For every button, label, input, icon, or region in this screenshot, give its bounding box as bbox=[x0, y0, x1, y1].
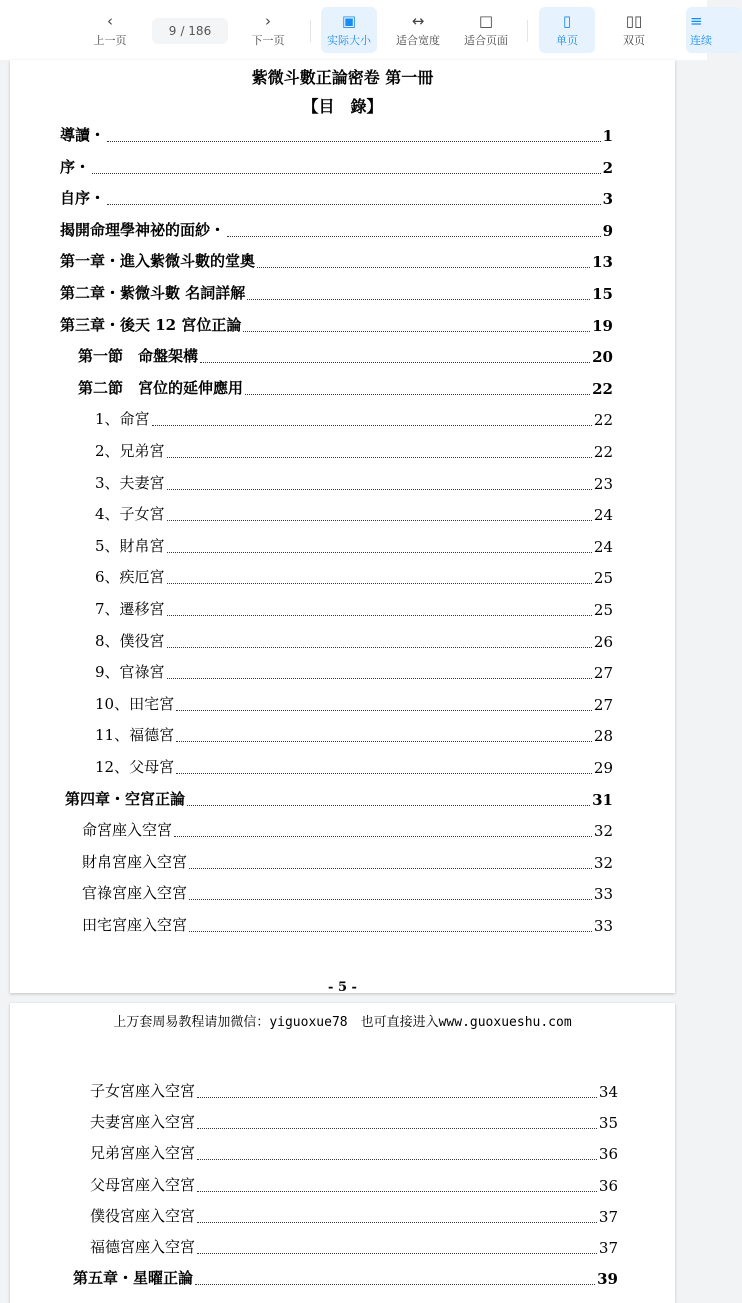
toc-entry[interactable] bbox=[95, 471, 613, 493]
dot-leader bbox=[257, 267, 590, 268]
toc-entry[interactable] bbox=[82, 850, 613, 872]
actual-size-button[interactable] bbox=[321, 7, 377, 53]
toc-entry-title: 財帛宮座入空宮 bbox=[82, 852, 188, 871]
toc-entry-page: 36 bbox=[598, 1145, 618, 1164]
toc-entry[interactable] bbox=[90, 1235, 618, 1257]
double-page-icon: ▯▯ bbox=[625, 12, 643, 30]
dot-leader bbox=[243, 331, 590, 332]
toc-entry-page: 23 bbox=[593, 474, 613, 493]
dot-leader bbox=[152, 425, 592, 426]
toc-entry-title: 12、父母宮 bbox=[95, 758, 175, 776]
toc-entry[interactable] bbox=[95, 502, 613, 524]
double-page-button[interactable] bbox=[606, 7, 662, 53]
toc-entry-title: 夫妻宮座入空宮 bbox=[90, 1113, 196, 1132]
toc-entry[interactable] bbox=[78, 344, 613, 366]
dot-leader bbox=[197, 1097, 597, 1098]
toc-entry-page: 20 bbox=[592, 348, 613, 367]
toc-entry[interactable] bbox=[95, 723, 613, 745]
toc-entry-page: 13 bbox=[592, 253, 613, 272]
toc-entry-title: 揭開命理學神祕的面紗・ bbox=[60, 220, 226, 239]
divider bbox=[527, 20, 528, 42]
toc-entry-title: 7、遷移宮 bbox=[95, 600, 165, 618]
toc-entry[interactable] bbox=[90, 1079, 618, 1101]
toc-entry[interactable] bbox=[78, 376, 613, 398]
toc-entry-page: 33 bbox=[593, 885, 613, 904]
toc-entry-title: 僕役宮座入空宮 bbox=[90, 1206, 196, 1225]
toc-entry-page: 39 bbox=[597, 1270, 618, 1289]
toc-entry-title: 9、官祿宮 bbox=[95, 663, 165, 682]
toc-entry-page: 33 bbox=[593, 917, 613, 935]
toc-entry[interactable] bbox=[73, 1266, 618, 1288]
toc-entry-page: 36 bbox=[598, 1176, 618, 1195]
continuous-icon: ≡ bbox=[690, 12, 703, 30]
toc-entry-page: 19 bbox=[592, 316, 613, 335]
dot-leader bbox=[107, 204, 601, 205]
fit-width-button[interactable] bbox=[388, 7, 448, 53]
toc-entry-title: 福德宮座入空宮 bbox=[90, 1238, 196, 1256]
book-title: 紫微斗數正論密卷 第一冊 bbox=[251, 68, 434, 87]
toc-entry-title: 兄弟宮座入空宮 bbox=[90, 1144, 196, 1163]
dot-leader bbox=[176, 773, 592, 774]
prev-page-button[interactable] bbox=[84, 7, 136, 53]
toc-entry[interactable] bbox=[82, 881, 613, 903]
single-label: 单页 bbox=[556, 34, 578, 47]
dot-leader bbox=[167, 583, 592, 584]
toc-entry-title: 自序・ bbox=[60, 189, 106, 208]
total-pages: / 186 bbox=[180, 24, 212, 38]
dot-leader bbox=[197, 1128, 597, 1129]
toc-entry[interactable] bbox=[90, 1204, 618, 1226]
pdf-page-5 bbox=[10, 60, 675, 993]
toc-entry-page: 1 bbox=[602, 127, 613, 145]
toc-entry-title: 6、疾厄宮 bbox=[95, 568, 165, 587]
dot-leader bbox=[197, 1159, 597, 1160]
toc-entry[interactable] bbox=[60, 249, 613, 271]
dot-leader bbox=[167, 457, 592, 458]
toc-heading: 【目 錄】 bbox=[302, 97, 383, 116]
page-number: - 5 - bbox=[328, 980, 357, 995]
dot-leader bbox=[200, 362, 590, 363]
dot-leader bbox=[176, 741, 592, 742]
dot-leader bbox=[167, 678, 592, 679]
toc-entry-page: 29 bbox=[593, 759, 613, 777]
toc-entry[interactable] bbox=[95, 534, 613, 556]
toc-entry-title: 第一節 命盤架構 bbox=[78, 347, 199, 366]
toc-entry[interactable] bbox=[90, 1173, 618, 1195]
dot-leader bbox=[92, 173, 601, 174]
fit-page-icon: □ bbox=[478, 12, 494, 30]
toc-entry[interactable] bbox=[95, 692, 613, 714]
toc-entry[interactable] bbox=[95, 407, 613, 429]
toc-entry-page: 3 bbox=[602, 190, 613, 209]
dot-leader bbox=[189, 931, 592, 932]
toc-entry-title: 導讀・ bbox=[60, 126, 106, 144]
toc-entry-page: 15 bbox=[592, 285, 613, 303]
toc-entry[interactable] bbox=[95, 565, 613, 587]
toc-entry-title: 5、財帛宮 bbox=[95, 536, 165, 555]
toc-entry-page: 24 bbox=[593, 506, 613, 525]
dot-leader bbox=[227, 236, 601, 237]
toc-entry[interactable] bbox=[82, 818, 613, 840]
dot-leader bbox=[197, 1253, 597, 1254]
toc-entry-title: 3、夫妻宮 bbox=[95, 473, 165, 492]
toc-entry-page: 34 bbox=[598, 1083, 618, 1101]
toc-entry-title: 1、命宮 bbox=[95, 410, 150, 429]
watermark-text: 上万套周易教程请加微信：yiguoxue78 也可直接进入www.guoxueshu.com bbox=[113, 1015, 572, 1030]
toc-entry-page: 22 bbox=[593, 443, 613, 461]
toc-entry[interactable] bbox=[95, 660, 613, 682]
toc-entry[interactable] bbox=[60, 281, 613, 303]
dot-leader bbox=[189, 868, 592, 869]
toc-entry[interactable] bbox=[60, 155, 613, 177]
toc-entry[interactable] bbox=[82, 913, 613, 935]
toc-entry[interactable] bbox=[90, 1141, 618, 1163]
prev-label: 上一页 bbox=[93, 34, 127, 47]
toc-entry-title: 8、僕役宮 bbox=[95, 631, 165, 650]
toc-entry-title: 第四章・空宮正論 bbox=[65, 789, 186, 808]
continuous-label: 连续 bbox=[690, 34, 712, 47]
fit-page-label: 适合页面 bbox=[464, 34, 508, 47]
dot-leader bbox=[189, 899, 592, 900]
pdf-page-6 bbox=[10, 1003, 675, 1303]
single-page-icon: ▯ bbox=[562, 12, 572, 30]
dot-leader bbox=[167, 647, 592, 648]
toc-entry[interactable] bbox=[95, 755, 613, 777]
dot-leader bbox=[167, 615, 592, 616]
current-page[interactable]: 9 bbox=[168, 24, 177, 38]
dot-leader bbox=[197, 1222, 597, 1223]
toc-entry-page: 26 bbox=[593, 632, 613, 651]
dot-leader bbox=[167, 520, 592, 521]
single-page-button[interactable] bbox=[539, 7, 595, 53]
fit-width-icon: ↔ bbox=[411, 12, 425, 30]
next-page-button[interactable] bbox=[242, 7, 294, 53]
chevron-left-circle-icon: ‹ bbox=[107, 12, 113, 30]
divider bbox=[310, 20, 311, 42]
dot-leader bbox=[167, 489, 592, 490]
toc-entry-title: 子女宮座入空宮 bbox=[90, 1082, 196, 1100]
toc-entry-page: 32 bbox=[593, 853, 613, 872]
toc-entry-page: 32 bbox=[593, 822, 613, 841]
toc-entry-page: 37 bbox=[598, 1239, 618, 1257]
toc-entry-page: 27 bbox=[593, 695, 613, 714]
toc-entry-title: 第五章・星曜正論 bbox=[73, 1269, 194, 1288]
toc-entry-page: 24 bbox=[593, 537, 613, 556]
toc-entry-title: 第二章・紫微斗數 名詞詳解 bbox=[60, 284, 246, 302]
toc-entry-title: 11、福德宮 bbox=[95, 726, 175, 745]
toc-entry[interactable] bbox=[90, 1110, 618, 1132]
chevron-right-circle-icon: › bbox=[265, 12, 271, 30]
toc-entry[interactable] bbox=[65, 787, 613, 809]
toc-entry-title: 父母宮座入空宮 bbox=[90, 1175, 196, 1194]
toc-entry-title: 4、子女宮 bbox=[95, 505, 165, 524]
toc-entry[interactable] bbox=[95, 597, 613, 619]
toc-entry-title: 官祿宮座入空宮 bbox=[82, 884, 188, 903]
toc-entry-page: 35 bbox=[598, 1114, 618, 1133]
toc-entry-title: 第二節 宮位的延伸應用 bbox=[78, 378, 244, 397]
dot-leader bbox=[174, 836, 592, 837]
toc-entry[interactable] bbox=[60, 186, 613, 208]
dot-leader bbox=[167, 552, 592, 553]
toc-entry-page: 37 bbox=[598, 1207, 618, 1226]
toc-entry[interactable] bbox=[95, 629, 613, 651]
actual-size-icon: ▣ bbox=[341, 12, 357, 30]
dot-leader bbox=[245, 394, 590, 395]
toc-entry-title: 命宮座入空宮 bbox=[82, 821, 173, 840]
toc-entry-title: 第三章・後天 12 宮位正論 bbox=[60, 315, 242, 334]
page-number-input[interactable] bbox=[152, 18, 228, 44]
toc-entry[interactable] bbox=[60, 313, 613, 335]
toc-entry[interactable] bbox=[60, 218, 613, 240]
toc-entry-page: 31 bbox=[592, 790, 613, 809]
toc-entry-page: 2 bbox=[602, 158, 613, 177]
toc-entry-page: 9 bbox=[602, 221, 613, 240]
dot-leader bbox=[176, 710, 592, 711]
toc-entry-page: 22 bbox=[593, 411, 613, 430]
fit-width-label: 适合宽度 bbox=[396, 34, 440, 47]
dot-leader bbox=[107, 141, 601, 142]
fit-page-button[interactable] bbox=[456, 7, 516, 53]
continuous-button[interactable] bbox=[686, 7, 742, 53]
toolbar bbox=[0, 0, 712, 60]
toc-entry[interactable] bbox=[95, 439, 613, 461]
toc-entry[interactable] bbox=[60, 123, 613, 145]
double-label: 双页 bbox=[623, 34, 645, 47]
toc-entry-title: 序・ bbox=[60, 157, 91, 176]
dot-leader bbox=[247, 299, 590, 300]
toc-entry-page: 25 bbox=[593, 601, 613, 619]
toc-entry-page: 22 bbox=[592, 379, 613, 398]
toc-entry-title: 第一章・進入紫微斗數的堂奧 bbox=[60, 252, 256, 271]
toc-entry-page: 28 bbox=[593, 727, 613, 746]
actual-size-label: 实际大小 bbox=[327, 34, 371, 47]
dot-leader bbox=[187, 805, 590, 806]
toc-entry-title: 2、兄弟宮 bbox=[95, 442, 165, 460]
toc-entry-page: 27 bbox=[593, 664, 613, 683]
toc-entry-page: 25 bbox=[593, 569, 613, 588]
toc-entry-title: 10、田宅宮 bbox=[95, 694, 175, 713]
dot-leader bbox=[197, 1191, 597, 1192]
toc-entry-title: 田宅宮座入空宮 bbox=[82, 916, 188, 934]
dot-leader bbox=[195, 1284, 595, 1285]
next-label: 下一页 bbox=[251, 34, 285, 47]
